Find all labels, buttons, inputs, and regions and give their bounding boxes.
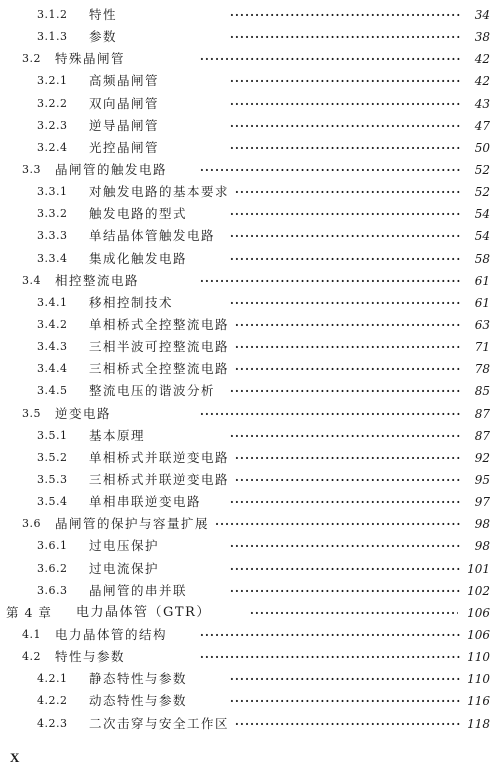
entry-title: 电力晶体管（GTR） bbox=[76, 602, 215, 624]
entry-title: 特性与参数 bbox=[55, 646, 129, 668]
toc-subsection-entry[interactable] bbox=[0, 314, 502, 336]
entry-number: 3.4.1 bbox=[37, 295, 68, 309]
toc-subsection-entry[interactable] bbox=[0, 225, 502, 247]
entry-number: 3.3.3 bbox=[37, 229, 68, 243]
entry-number: 3.3.4 bbox=[37, 251, 68, 265]
entry-page-number: 54 bbox=[473, 225, 490, 247]
dot-leader bbox=[230, 358, 462, 380]
entry-title: 过电压保护 bbox=[89, 535, 163, 557]
entry-page-number: 102 bbox=[465, 580, 490, 602]
entry-number: 第 4 章 bbox=[6, 604, 52, 620]
dot-leader bbox=[230, 93, 462, 115]
entry-number: 3.4.3 bbox=[37, 340, 68, 354]
entry-number: 3.3 bbox=[22, 162, 41, 176]
entry-title: 整流电压的谐波分析 bbox=[89, 380, 219, 402]
entry-title: 集成化触发电路 bbox=[89, 248, 191, 270]
dot-leader bbox=[200, 48, 462, 70]
toc-subsection-entry[interactable] bbox=[0, 447, 502, 469]
toc-subsection-entry[interactable] bbox=[0, 558, 502, 580]
entry-title: 动态特性与参数 bbox=[89, 690, 191, 712]
entry-title: 特殊晶闸管 bbox=[55, 48, 129, 70]
dot-leader bbox=[230, 690, 462, 712]
entry-number: 3.5 bbox=[22, 406, 41, 420]
entry-page-number: 63 bbox=[473, 314, 490, 336]
toc-section-entry[interactable] bbox=[0, 270, 502, 292]
entry-page-number: 85 bbox=[473, 380, 490, 402]
entry-number: 4.2.2 bbox=[37, 694, 68, 708]
toc-section-entry[interactable] bbox=[0, 403, 502, 425]
dot-leader bbox=[230, 535, 462, 557]
entry-page-number: 42 bbox=[473, 48, 490, 70]
entry-number: 3.2.4 bbox=[37, 140, 68, 154]
dot-leader bbox=[230, 181, 462, 203]
entry-page-number: 106 bbox=[465, 624, 490, 646]
toc-subsection-entry[interactable] bbox=[0, 203, 502, 225]
entry-page-number: 52 bbox=[473, 181, 490, 203]
toc-subsection-entry[interactable] bbox=[0, 535, 502, 557]
dot-leader bbox=[200, 159, 462, 181]
dot-leader bbox=[230, 469, 462, 491]
entry-number: 4.2.1 bbox=[37, 672, 68, 686]
entry-page-number: 92 bbox=[473, 447, 490, 469]
dot-leader bbox=[230, 380, 462, 402]
entry-page-number: 87 bbox=[473, 425, 490, 447]
entry-page-number: 78 bbox=[473, 358, 490, 380]
entry-number: 3.5.3 bbox=[37, 472, 68, 486]
entry-number: 3.6.3 bbox=[37, 583, 68, 597]
toc-subsection-entry[interactable] bbox=[0, 425, 502, 447]
toc-section-entry[interactable] bbox=[0, 646, 502, 668]
entry-number: 3.5.2 bbox=[37, 450, 68, 464]
toc-subsection-entry[interactable] bbox=[0, 26, 502, 48]
dot-leader bbox=[230, 425, 462, 447]
entry-number: 4.1 bbox=[22, 627, 41, 641]
toc-subsection-entry[interactable] bbox=[0, 469, 502, 491]
page-number-footer: X bbox=[10, 750, 20, 765]
entry-title: 对触发电路的基本要求 bbox=[89, 181, 233, 203]
entry-title: 单相桥式全控整流电路 bbox=[89, 314, 233, 336]
entry-title: 移相控制技术 bbox=[89, 292, 177, 314]
entry-page-number: 54 bbox=[473, 203, 490, 225]
entry-number: 3.4.5 bbox=[37, 384, 68, 398]
entry-title: 光控晶闸管 bbox=[89, 137, 163, 159]
entry-title: 电力晶体管的结构 bbox=[55, 624, 171, 646]
dot-leader bbox=[230, 292, 462, 314]
toc-section-entry[interactable] bbox=[0, 159, 502, 181]
entry-title: 晶闸管的串并联 bbox=[89, 580, 191, 602]
entry-page-number: 34 bbox=[473, 4, 490, 26]
dot-leader bbox=[230, 248, 462, 270]
entry-page-number: 50 bbox=[473, 137, 490, 159]
entry-title: 三相桥式并联逆变电路 bbox=[89, 469, 233, 491]
dot-leader bbox=[200, 270, 462, 292]
dot-leader bbox=[200, 403, 462, 425]
entry-title: 三相半波可控整流电路 bbox=[89, 336, 233, 358]
dot-leader bbox=[230, 314, 462, 336]
entry-number: 4.2.3 bbox=[37, 716, 68, 730]
entry-page-number: 95 bbox=[473, 469, 490, 491]
toc-section-entry[interactable] bbox=[0, 624, 502, 646]
entry-page-number: 47 bbox=[473, 115, 490, 137]
entry-page-number: 101 bbox=[465, 558, 490, 580]
toc-subsection-entry[interactable] bbox=[0, 491, 502, 513]
entry-number: 3.1.2 bbox=[37, 8, 68, 21]
entry-number: 3.6.1 bbox=[37, 539, 68, 553]
toc-subsection-entry[interactable] bbox=[0, 690, 502, 712]
entry-number: 3.6.2 bbox=[37, 561, 68, 575]
entry-number: 3.4.4 bbox=[37, 362, 68, 376]
entry-number: 4.2 bbox=[22, 650, 41, 664]
entry-number: 3.2.2 bbox=[37, 96, 68, 110]
entry-page-number: 52 bbox=[473, 159, 490, 181]
entry-page-number: 61 bbox=[473, 292, 490, 314]
dot-leader bbox=[230, 668, 462, 690]
toc-subsection-entry[interactable] bbox=[0, 93, 502, 115]
dot-leader bbox=[230, 4, 462, 26]
dot-leader bbox=[230, 447, 462, 469]
entry-number: 3.2.3 bbox=[37, 118, 68, 132]
entry-page-number: 110 bbox=[465, 646, 490, 668]
toc-subsection-entry[interactable] bbox=[0, 668, 502, 690]
entry-page-number: 118 bbox=[465, 713, 490, 735]
entry-number: 3.4.2 bbox=[37, 317, 68, 331]
entry-page-number: 97 bbox=[473, 491, 490, 513]
dot-leader bbox=[230, 26, 462, 48]
toc-section-entry[interactable] bbox=[0, 48, 502, 70]
entry-title: 特性 bbox=[89, 4, 121, 26]
entry-title: 静态特性与参数 bbox=[89, 668, 191, 690]
entry-title: 参数 bbox=[89, 26, 121, 48]
entry-title: 相控整流电路 bbox=[55, 270, 143, 292]
entry-page-number: 38 bbox=[473, 26, 490, 48]
dot-leader bbox=[200, 646, 462, 668]
entry-page-number: 98 bbox=[473, 513, 490, 535]
entry-number: 3.5.1 bbox=[37, 428, 68, 442]
dot-leader bbox=[230, 137, 462, 159]
entry-page-number: 61 bbox=[473, 270, 490, 292]
dot-leader bbox=[230, 225, 462, 247]
entry-title: 过电流保护 bbox=[89, 558, 163, 580]
toc-subsection-entry[interactable] bbox=[0, 713, 502, 735]
entry-title: 逆导晶闸管 bbox=[89, 115, 163, 137]
entry-page-number: 71 bbox=[473, 336, 490, 358]
toc-subsection-entry[interactable] bbox=[0, 115, 502, 137]
toc-subsection-entry[interactable] bbox=[0, 380, 502, 402]
dot-leader bbox=[230, 558, 462, 580]
dot-leader bbox=[250, 602, 458, 624]
entry-page-number: 98 bbox=[473, 535, 490, 557]
entry-page-number: 87 bbox=[473, 403, 490, 425]
entry-title: 高频晶闸管 bbox=[89, 70, 163, 92]
dot-leader bbox=[230, 491, 462, 513]
entry-title: 单相桥式并联逆变电路 bbox=[89, 447, 233, 469]
entry-number: 3.4 bbox=[22, 273, 41, 287]
toc-subsection-entry[interactable] bbox=[0, 4, 502, 26]
dot-leader bbox=[230, 70, 462, 92]
toc-chapter-entry[interactable] bbox=[0, 602, 502, 624]
toc-subsection-entry[interactable] bbox=[0, 248, 502, 270]
entry-number: 3.3.2 bbox=[37, 207, 68, 221]
toc-section-entry[interactable] bbox=[0, 513, 502, 535]
toc-subsection-entry[interactable] bbox=[0, 70, 502, 92]
entry-title: 逆变电路 bbox=[55, 403, 115, 425]
toc-subsection-entry[interactable] bbox=[0, 137, 502, 159]
entry-title: 基本原理 bbox=[89, 425, 149, 447]
entry-title: 二次击穿与安全工作区 bbox=[89, 713, 233, 735]
toc-subsection-entry[interactable] bbox=[0, 336, 502, 358]
toc-subsection-entry[interactable] bbox=[0, 181, 502, 203]
entry-number: 3.6 bbox=[22, 517, 41, 531]
entry-page-number: 43 bbox=[473, 93, 490, 115]
entry-number: 3.2.1 bbox=[37, 74, 68, 88]
entry-number: 3.2 bbox=[22, 52, 41, 66]
entry-page-number: 116 bbox=[465, 690, 490, 712]
entry-title: 单结晶体管触发电路 bbox=[89, 225, 219, 247]
entry-page-number: 58 bbox=[473, 248, 490, 270]
entry-title: 触发电路的型式 bbox=[89, 203, 191, 225]
entry-page-number: 106 bbox=[465, 602, 490, 624]
toc-subsection-entry[interactable] bbox=[0, 580, 502, 602]
toc-subsection-entry[interactable] bbox=[0, 292, 502, 314]
dot-leader bbox=[230, 580, 462, 602]
entry-number: 3.1.3 bbox=[37, 30, 68, 44]
entry-title: 单相串联逆变电路 bbox=[89, 491, 205, 513]
dot-leader bbox=[200, 624, 462, 646]
toc-subsection-entry[interactable] bbox=[0, 358, 502, 380]
entry-title: 双向晶闸管 bbox=[89, 93, 163, 115]
dot-leader bbox=[230, 336, 462, 358]
entry-page-number: 42 bbox=[473, 70, 490, 92]
entry-number: 3.3.1 bbox=[37, 185, 68, 199]
dot-leader bbox=[200, 513, 462, 535]
entry-title: 三相桥式全控整流电路 bbox=[89, 358, 233, 380]
table-of-contents bbox=[0, 4, 502, 735]
entry-number: 3.5.4 bbox=[37, 495, 68, 509]
entry-title: 晶闸管的保护与容量扩展 bbox=[55, 513, 213, 535]
dot-leader bbox=[230, 713, 462, 735]
dot-leader bbox=[230, 115, 462, 137]
entry-title: 晶闸管的触发电路 bbox=[55, 159, 171, 181]
entry-page-number: 110 bbox=[465, 668, 490, 690]
dot-leader bbox=[230, 203, 462, 225]
